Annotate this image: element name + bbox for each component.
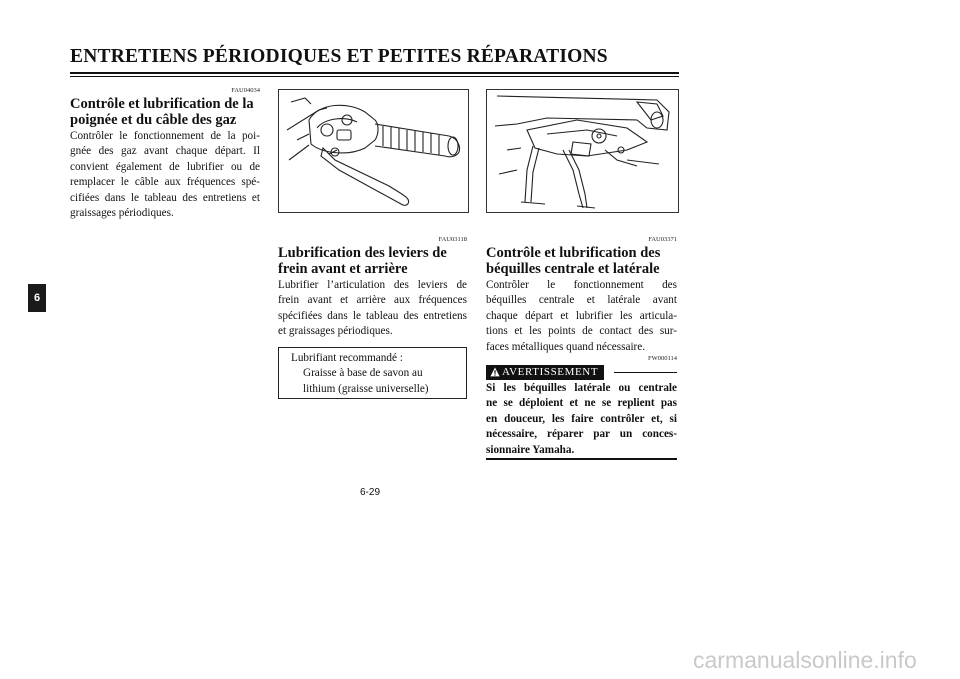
header-rule-thin <box>70 76 679 77</box>
section-code: FAU03371 <box>648 236 677 243</box>
body-line: frein avant et arrière aux fréquences <box>278 294 467 307</box>
body-line: spécifiées dans le tableau des entretiens <box>278 309 467 322</box>
recommended-lubricant-box <box>278 347 467 399</box>
warning-label: AVERTISSEMENT <box>502 365 599 378</box>
lubricant-label: Lubrifiant recommandé : <box>291 352 403 364</box>
warning-badge <box>486 365 604 380</box>
body-line: Contrôler le fonctionnement des <box>486 279 677 291</box>
warning-line: en douceur, les faire contrôler et, si <box>486 412 677 425</box>
body-line: convient également de lubrifier ou de <box>70 160 260 173</box>
section-title-throttle <box>70 96 270 128</box>
warning-line: ne se déploient et ne se replient pas <box>486 397 677 410</box>
body-line: Lubrifier l’articulation des leviers de <box>278 279 467 291</box>
body-line: cifiées dans le tableau des entretiens et <box>70 191 260 204</box>
warning-header <box>486 364 677 380</box>
body-line: et graissages périodiques. <box>278 325 393 338</box>
page-number: 6-29 <box>359 487 380 498</box>
body-line: tions et les points de contact des sur- <box>486 325 677 338</box>
section-body-brake-levers <box>278 278 467 340</box>
warning-line: sionnaire Yamaha. <box>486 443 575 456</box>
header-rule-thick <box>70 72 679 74</box>
title-line: béquilles centrale et latérale <box>486 261 660 277</box>
body-line: béquilles centrale et latérale avant <box>486 294 677 307</box>
section-code: FAU04034 <box>231 87 260 94</box>
body-line: remplacer le câble aux fréquences spé- <box>70 176 260 189</box>
body-line: gnée des gaz avant chaque départ. Il <box>70 145 260 158</box>
brake-lever-drawing <box>279 90 468 212</box>
page-header-title: ENTRETIENS PÉRIODIQUES ET PETITES RÉPARATIONS <box>70 46 608 67</box>
title-line: frein avant et arrière <box>278 261 408 277</box>
chapter-tab: 6 <box>28 284 46 312</box>
section-body-stands <box>486 278 677 355</box>
section-title-stands <box>486 245 686 277</box>
warning-text <box>486 381 677 458</box>
warning-header-rule <box>614 372 677 373</box>
warning-line: Si les béquilles latérale ou centrale <box>486 382 677 394</box>
section-code: FAU03118 <box>438 236 467 243</box>
brake-lever-illustration <box>278 89 469 213</box>
section-title-brake-levers <box>278 245 478 277</box>
section-body-throttle <box>70 129 260 221</box>
stand-illustration <box>486 89 679 213</box>
title-line: poignée et du câble des gaz <box>70 112 237 128</box>
body-line: chaque départ et lubrifier les articula- <box>486 309 677 322</box>
lubricant-line: lithium (graisse universelle) <box>303 382 429 395</box>
warning-code: FW000114 <box>647 355 677 362</box>
warning-line: nécessaire, réparer par un conces- <box>486 428 677 441</box>
body-line: faces métalliques quand nécessaire. <box>486 340 646 353</box>
title-line: Contrôle et lubrification de la <box>70 96 254 112</box>
title-line: Contrôle et lubrification des <box>486 245 661 261</box>
body-line: graissages périodiques. <box>70 207 174 220</box>
title-line: Lubrification des leviers de <box>278 245 447 261</box>
warning-bottom-rule <box>486 458 677 460</box>
watermark-text: carmanualsonline.info <box>693 647 917 673</box>
stand-drawing <box>487 90 678 212</box>
body-line: Contrôler le fonctionnement de la poi- <box>70 130 260 142</box>
lubricant-line: Graisse à base de savon au <box>303 367 423 380</box>
warning-triangle-icon <box>490 367 500 377</box>
